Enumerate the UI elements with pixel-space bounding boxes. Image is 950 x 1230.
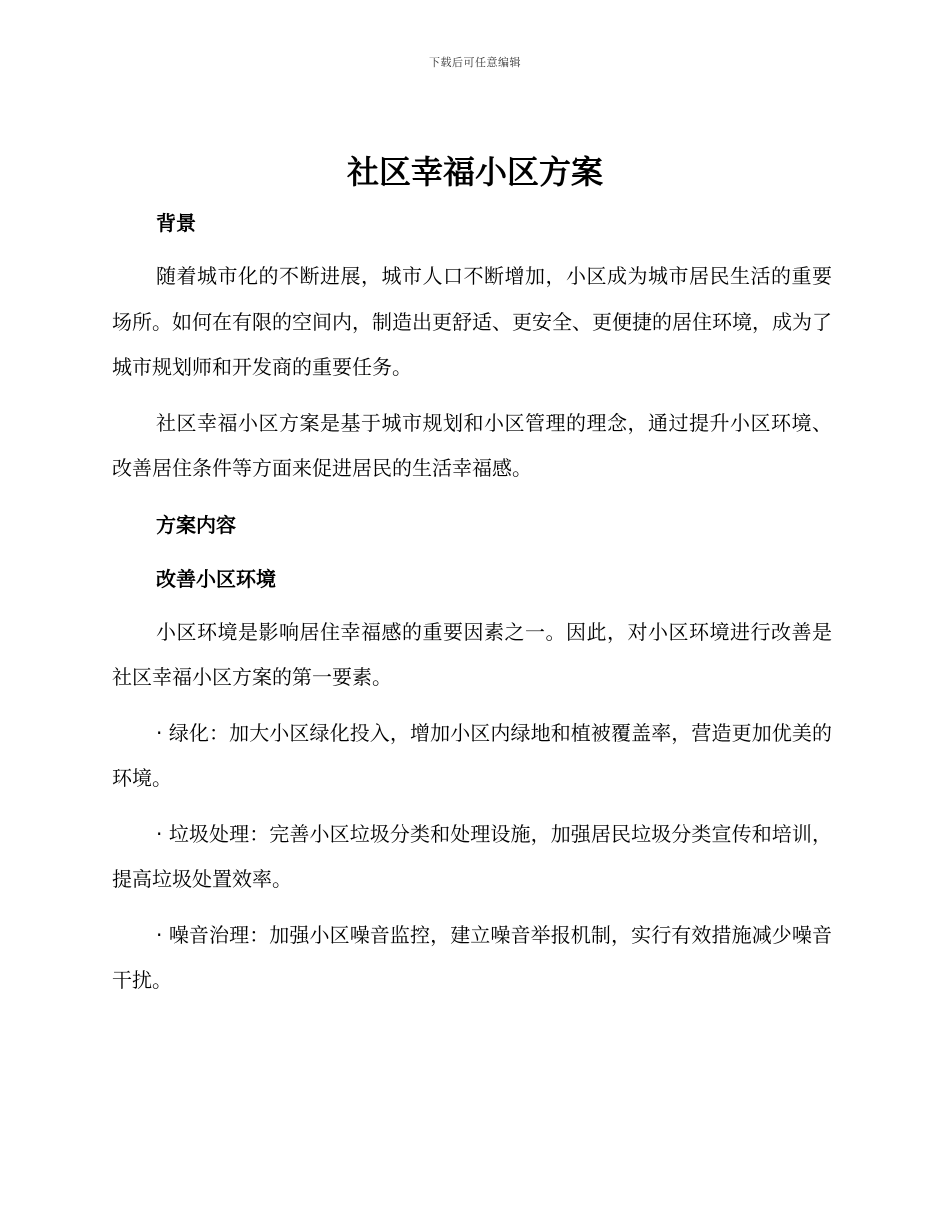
plan-content-heading: 方案内容 bbox=[156, 512, 236, 537]
background-paragraph-1: 随着城市化的不断进展，城市人口不断增加，小区成为城市居民生活的重要场所。如何在有限的空间内，制造出更舒适、更安全、更便捷的居住环境，成为了城市规划师和开发商的重要任务。 bbox=[112, 264, 832, 379]
document-title: 社区幸福小区方案 bbox=[346, 153, 603, 191]
bullet-greening: · 绿化：加大小区绿化投入，增加小区内绿地和植被覆盖率，营造更加优美的环境。 bbox=[112, 720, 832, 790]
header-note: 下载后可任意编辑 bbox=[429, 56, 521, 69]
environment-paragraph: 小区环境是影响居住幸福感的重要因素之一。因此，对小区环境进行改善是社区幸福小区方案的第一要素。 bbox=[112, 619, 832, 689]
bullet-garbage: · 垃圾处理：完善小区垃圾分类和处理设施，加强居民垃圾分类宣传和培训，提高垃圾处置效率。 bbox=[112, 821, 832, 891]
improve-environment-heading: 改善小区环境 bbox=[156, 566, 276, 591]
document-body bbox=[112, 200, 832, 1004]
background-paragraph-2: 社区幸福小区方案是基于城市规划和小区管理的理念，通过提升小区环境、改善居住条件等方面来促进居民的生活幸福感。 bbox=[112, 410, 832, 480]
bullet-noise: · 噪音治理：加强小区噪音监控，建立噪音举报机制，实行有效措施减少噪音干扰。 bbox=[112, 922, 832, 992]
background-heading: 背景 bbox=[156, 211, 196, 235]
